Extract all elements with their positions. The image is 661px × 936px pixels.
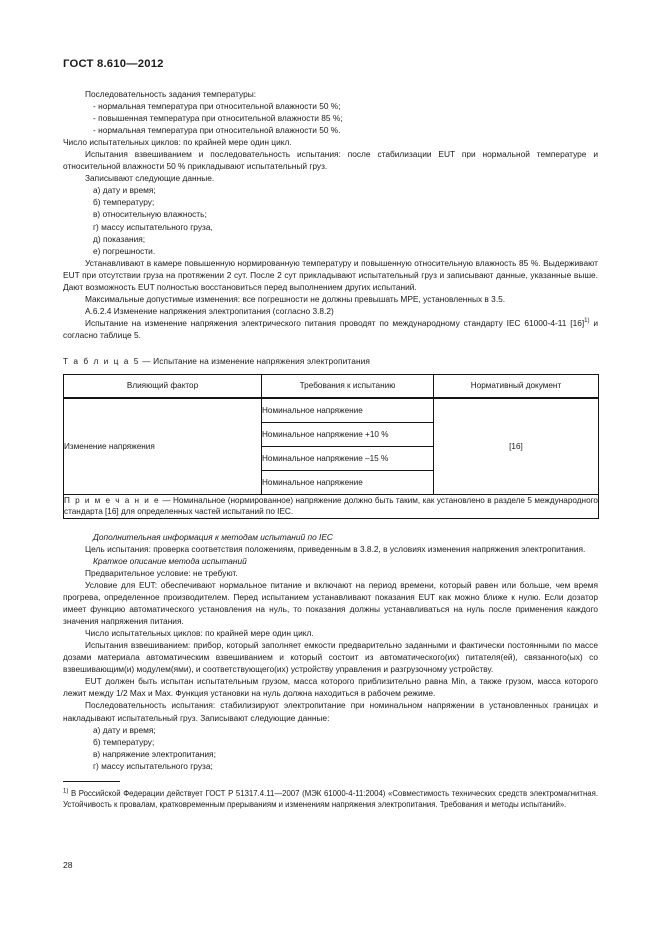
paragraph-chamber-conditions: Устанавливают в камере повышенную нормированную температуру и повышенную относительную влажность 85 %. Выдерживают EUT при отсутствии груза на протяжении 2 сут. После 2 сут прикладывают испытательный груз и записывают данные, указанные выше. Дают возможность EUT полностью восстановиться перед выполнением других испытаний. — [63, 257, 598, 292]
cell-requirement: Номинальное напряжение –15 % — [262, 446, 434, 470]
paragraph-precondition: Предварительное условие: не требуют. — [85, 567, 238, 578]
table-note — [64, 494, 599, 518]
cell-requirement: Номинальное напряжение — [262, 470, 434, 494]
list-item: а) дату и время; — [93, 185, 156, 196]
column-header-requirements: Требования к испытанию — [262, 374, 434, 398]
page-content — [63, 88, 598, 772]
paragraph-cycle-count-2: Число испытательных циклов: по крайней мере один цикл. — [85, 628, 314, 639]
paragraph-temperature-sequence: Последовательность задания температуры: — [85, 89, 257, 99]
page-number: 28 — [63, 860, 73, 870]
footnote-text — [63, 788, 598, 811]
list-item: а) дату и время; — [93, 724, 156, 735]
paragraph-record-data: Записывают следующие данные. — [85, 173, 215, 184]
dash-item: - повышенная температура при относительной влажности 85 %; — [93, 113, 343, 124]
dash-item: - нормальная температура при относительной влажности 50 %. — [93, 125, 341, 136]
paragraph-cycle-count: Число испытательных циклов: по крайней мере один цикл. — [63, 137, 292, 148]
table-caption — [63, 355, 598, 367]
table-note-label: П р и м е ч а н и е — [64, 495, 160, 505]
cell-normative-document: [16] — [434, 398, 599, 495]
table-note-row — [64, 494, 599, 518]
table-caption-text: — Испытание на изменение напряжения электропитания — [139, 355, 371, 366]
paragraph-weighing-test: Испытания взвешиванием и последовательность испытания: после стабилизации EUT при нормальной температуре и относительной влажности 50 % прикладывают испытательный груз. — [63, 149, 598, 172]
heading-test-method-summary: Краткое описание метода испытаний — [93, 555, 247, 566]
list-item: г) массу испытательного груза, — [93, 221, 213, 232]
list-item: в) относительную влажность; — [93, 209, 207, 220]
paragraph-voltage-test-standard — [63, 317, 598, 341]
footnote-separator — [63, 781, 120, 782]
heading-additional-info: Дополнительная информация к методам испытаний по IEC — [93, 531, 333, 542]
table-voltage-variation-test — [63, 374, 599, 519]
list-item: д) показания; — [93, 233, 146, 244]
paragraph-eut-load: EUT должен быть испытан испытательным грузом, масса которого приблизительно равна Min, а также грузом, масса которого лежит между 1/2 Max и Max. Функция установки на нуль должна находиться в рабочем режиме. — [63, 676, 598, 699]
table-row — [64, 398, 599, 423]
list-item: б) температуру; — [93, 197, 155, 208]
dash-item: - нормальная температура при относительной влажности 50 %; — [93, 101, 341, 112]
paragraph-test-purpose: Цель испытания: проверка соответствия положениям, приведенным в 3.8.2, в условиях изменения напряжения электропитания. — [85, 543, 586, 554]
paragraph-test-sequence: Последовательность испытания: стабилизируют электропитание при номинальном напряжении в установленных границах и накладывают испытательный груз. Записывают следующие данные: — [63, 700, 598, 723]
cell-requirement: Номинальное напряжение — [262, 398, 434, 423]
list-item: е) погрешности. — [93, 245, 156, 256]
footnote-block — [63, 781, 598, 811]
column-header-factor: Влияющий фактор — [64, 374, 262, 398]
paragraph-max-permissible-changes: Максимальные допустимые изменения: все погрешности не должны превышать MPE, установленных в 3.5. — [85, 293, 506, 304]
table-caption-label: Т а б л и ц а 5 — [63, 355, 140, 366]
table-note-text: — Номинальное (нормированное) напряжение должно быть таким, как установлено в разделе 5 международного стандарта [16] для определенных частей испытаний по IEC. — [64, 495, 598, 517]
table-header-row — [64, 374, 599, 398]
footnote-body: В Российской Федерации действует ГОСТ Р 51317.4.11—2007 (МЭК 61000-4-11:2004) «Совместимость технических средств электромагнитная. Устойчивость к провалам, кратковременным прерываниям и изменениям напряжения электропитания. Требования и методы испытаний». — [63, 789, 598, 810]
voltage-test-text-post: и согласно таблице 5. — [63, 317, 598, 340]
paragraph-eut-condition: Условие для EUT: обеспечивают нормальное питание и включают на период времени, который равен или больше, чем время прогрева, определенное производителем. Перед испытанием устанавливают показания EUT как можно ближе к нулю. Если дозатор имеет функцию автоматического установления на нуль, то показания должны устанавливаться на нуль после применения каждого значения напряжения питания. — [63, 579, 598, 627]
paragraph-weighing-tests: Испытания взвешиванием: прибор, который заполняет емкости предварительно заданными и фактически постоянными по массе дозами материала автоматическим взвешиванием и который состоит из автоматического(их) питателя(ей), связанного(ых) со взвешивающим(и) модулем(ями), и соответствующего(их) устройству управления и разгрузочному устройству. — [63, 640, 598, 675]
list-item: г) массу испытательного груза; — [93, 760, 213, 771]
list-item: б) температуру; — [93, 736, 155, 747]
running-header: ГОСТ 8.610—2012 — [63, 58, 164, 70]
list-item: в) напряжение электропитания; — [93, 748, 216, 759]
voltage-test-text-pre: Испытание на изменение напряжения электрического питания проводят по международному стандарту IEC 61000-4-11 [16] — [85, 317, 585, 328]
footnote-ref: 1) — [584, 318, 590, 325]
cell-requirement: Номинальное напряжение +10 % — [262, 422, 434, 446]
cell-influencing-factor: Изменение напряжения — [64, 398, 262, 495]
footnote-marker: 1) — [63, 788, 69, 795]
column-header-normative-document: Нормативный документ — [434, 374, 599, 398]
clause-a6-2-4: А.6.2.4 Изменение напряжения электропитания (согласно 3.8.2) — [85, 305, 334, 316]
